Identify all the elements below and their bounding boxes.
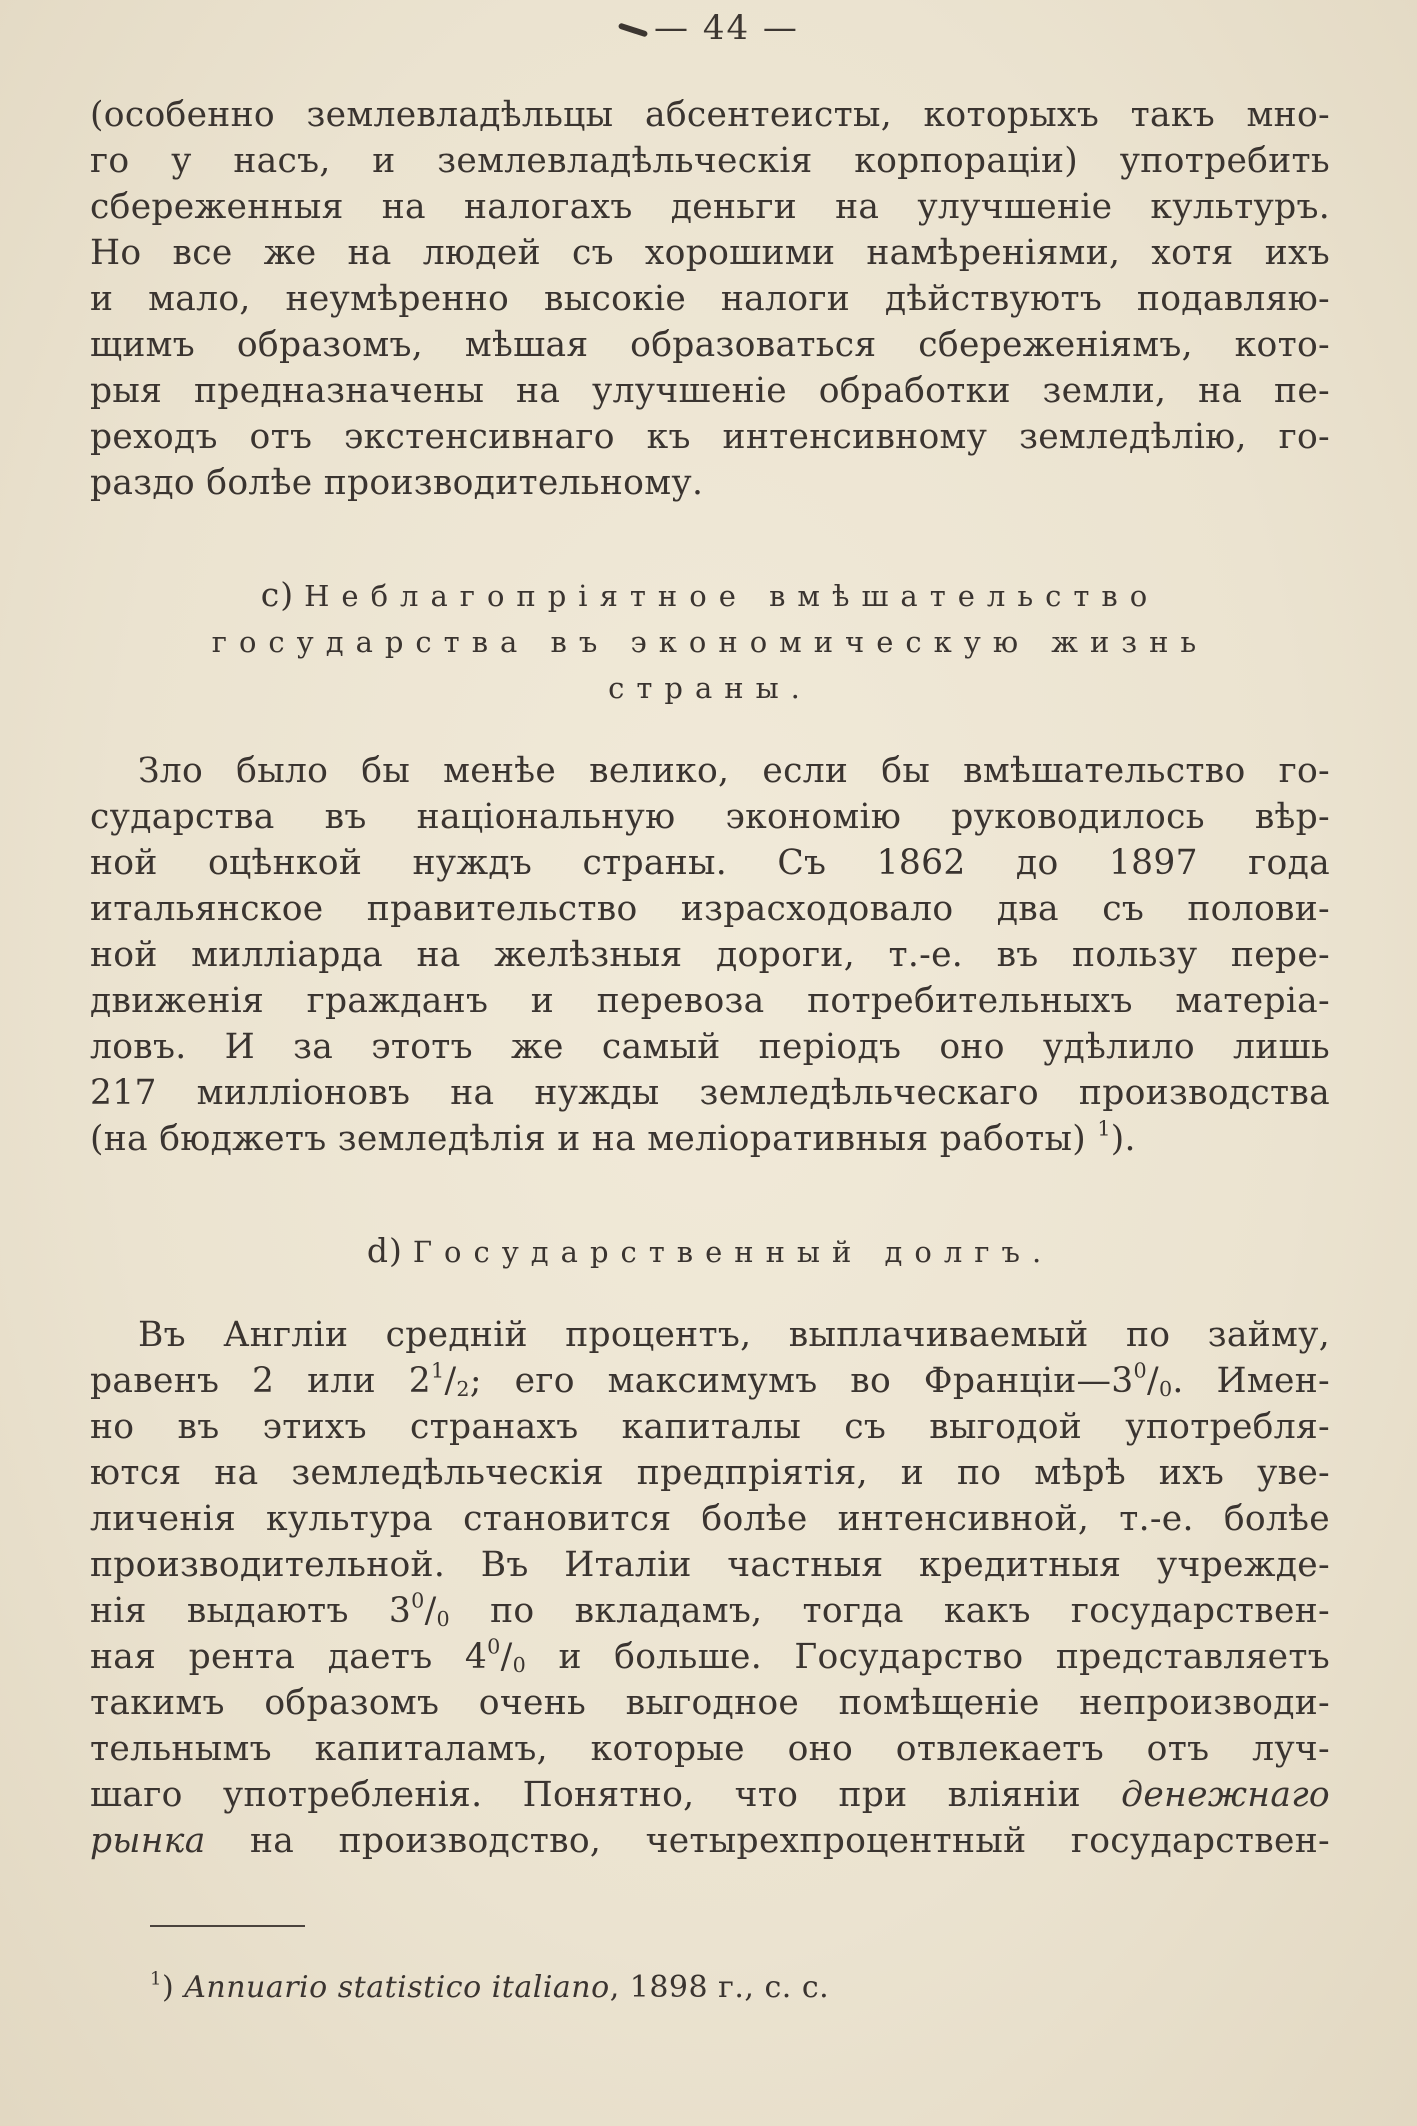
fraction-denominator: 2	[456, 1377, 470, 1402]
text-line: ная рента даетъ $4^0/_0$ и больше. Государство представляетъ	[90, 1634, 1330, 1678]
paragraph-state-debt	[90, 1312, 1330, 1864]
text-line: ловъ. И за этотъ же самый періодъ оно удѣлило лишь	[90, 1027, 1330, 1067]
paragraph-intervention	[90, 748, 1330, 1162]
text-line: Но все же на людей съ хорошими намѣреніями, хотя ихъ	[90, 233, 1330, 273]
text-line: итальянское правительство израсходовало два съ полови-	[90, 889, 1330, 929]
percent-top: 0	[487, 1634, 501, 1659]
text-line: ной оцѣнкой нуждъ страны. Съ 1862 до 1897 года	[90, 843, 1330, 883]
percent-top: 0	[1133, 1358, 1148, 1383]
heading-row	[90, 1228, 1330, 1275]
text-line: производительной. Въ Италіи частныя кредитныя учрежде-	[90, 1545, 1330, 1585]
page-number-value: 44	[702, 8, 751, 48]
line-part: ная рента даетъ 4	[90, 1637, 488, 1677]
paragraph-continuation	[90, 92, 1330, 506]
footnote-divider	[150, 1925, 305, 1927]
text-line: и мало, неумѣренно высокіе налоги дѣйствуютъ подавляю-	[90, 279, 1330, 319]
text-line: движенія гражданъ и перевоза потребительныхъ матеріа-	[90, 981, 1330, 1021]
section-heading-d	[90, 1228, 1330, 1275]
heading-row	[90, 572, 1330, 619]
heading-row: государства въ экономическую жизнь	[211, 625, 1209, 659]
line-part: равенъ 2 или 2	[90, 1361, 431, 1401]
text-line: но въ этихъ странахъ капиталы съ выгодой употребля-	[90, 1407, 1330, 1447]
line-part: шаго употребленія. Понятно, что при вліяніи	[90, 1775, 1122, 1815]
heading-text: Государственный долгъ.	[412, 1235, 1054, 1269]
text-line: нія выдаютъ $3^0/_0$ по вкладамъ, тогда какъ государствен-	[90, 1588, 1330, 1632]
text-line: ной милліарда на желѣзныя дороги, т.-е. въ пользу пере-	[90, 935, 1330, 975]
text-line: ются на земледѣльческія предпріятія, и по мѣрѣ ихъ уве-	[90, 1453, 1330, 1493]
text-line: раздо болѣе производительному.	[90, 463, 704, 503]
text-line	[90, 1116, 1330, 1162]
text-line: Въ Англіи средній процентъ, выплачиваемый по займу,	[138, 1315, 1330, 1355]
italic-term: денежнаго	[1121, 1775, 1330, 1815]
footnote-ref: 1	[1097, 1116, 1111, 1141]
line-part: . Имен-	[1172, 1361, 1330, 1401]
footnote-rest: , 1898 г., с. с.	[609, 1970, 830, 2005]
heading-row: страны.	[608, 671, 812, 705]
line-part: по вкладамъ, тогда какъ государствен-	[449, 1591, 1330, 1631]
line-part: ; его максимумъ во Франціи—3	[469, 1361, 1134, 1401]
text-line: сударства въ національную экономію руководилось вѣр-	[90, 797, 1330, 837]
text-line: Зло было бы менѣе велико, если бы вмѣшательство го-	[138, 751, 1330, 791]
percent-bottom: 0	[512, 1653, 527, 1678]
text-line: личенія культура становится болѣе интенсивной, т.-е. болѣе	[90, 1499, 1330, 1539]
text-line: го у насъ, и землевладѣльческія корпораціи) употребить	[90, 141, 1330, 181]
section-label: c)	[260, 575, 295, 614]
text-line: щимъ образомъ, мѣшая образоваться сбереженіямъ, кото-	[90, 325, 1330, 365]
section-label: d)	[366, 1231, 403, 1270]
ink-mark	[618, 23, 648, 38]
text-line: рыя предназначены на улучшеніе обработки земли, на пе-	[90, 371, 1330, 411]
footnote-source-title: Annuario statistico italiano	[184, 1970, 610, 2005]
line-end: ).	[1110, 1119, 1136, 1159]
percent-bottom: 0	[1158, 1377, 1173, 1402]
text-line: равенъ 2 или $2^1/_2$; его максимумъ во $Франціи—3^0/_0$. Имен-	[90, 1358, 1330, 1402]
fraction-numerator: 1	[430, 1358, 445, 1383]
text-line: такимъ образомъ очень выгодное помѣщеніе непроизводи-	[90, 1683, 1330, 1723]
line-part: нія выдаютъ 3	[90, 1591, 412, 1631]
text-line: 217 милліоновъ на нужды земледѣльческаго производства	[90, 1073, 1330, 1113]
text-line: тельнымъ капиталамъ, которые оно отвлекаетъ отъ луч-	[90, 1729, 1330, 1769]
heading-text: Неблагопріятное вмѣшательство	[304, 579, 1160, 613]
text-line: сбереженныя на налогахъ деньги на улучшеніе культуръ.	[90, 187, 1330, 227]
footnote-marker: 1	[150, 1968, 162, 1990]
text-line: (особенно землевладѣльцы абсентеисты, которыхъ такъ мно-	[90, 95, 1330, 135]
footnote: $^1$) Annuario statistico italiano, 1898 г., с. с.	[150, 1968, 830, 2005]
text-line	[90, 1818, 1330, 1864]
percent-bottom: 0	[436, 1607, 450, 1632]
text-line	[90, 1772, 1330, 1818]
percent-top: 0	[411, 1588, 425, 1613]
italic-term: рынка	[90, 1821, 206, 1861]
text-line: реходъ отъ экстенсивнаго къ интенсивному земледѣлію, го-	[90, 417, 1330, 457]
line-part: на производство, четырехпроцентный государствен-	[205, 1821, 1330, 1861]
line-text: (на бюджетъ земледѣлія и на меліоративныя работы)	[90, 1119, 1087, 1159]
page-number: — 44 —	[0, 8, 1417, 48]
section-heading-c	[90, 572, 1330, 711]
line-part: и больше. Государство представляетъ	[526, 1637, 1330, 1677]
